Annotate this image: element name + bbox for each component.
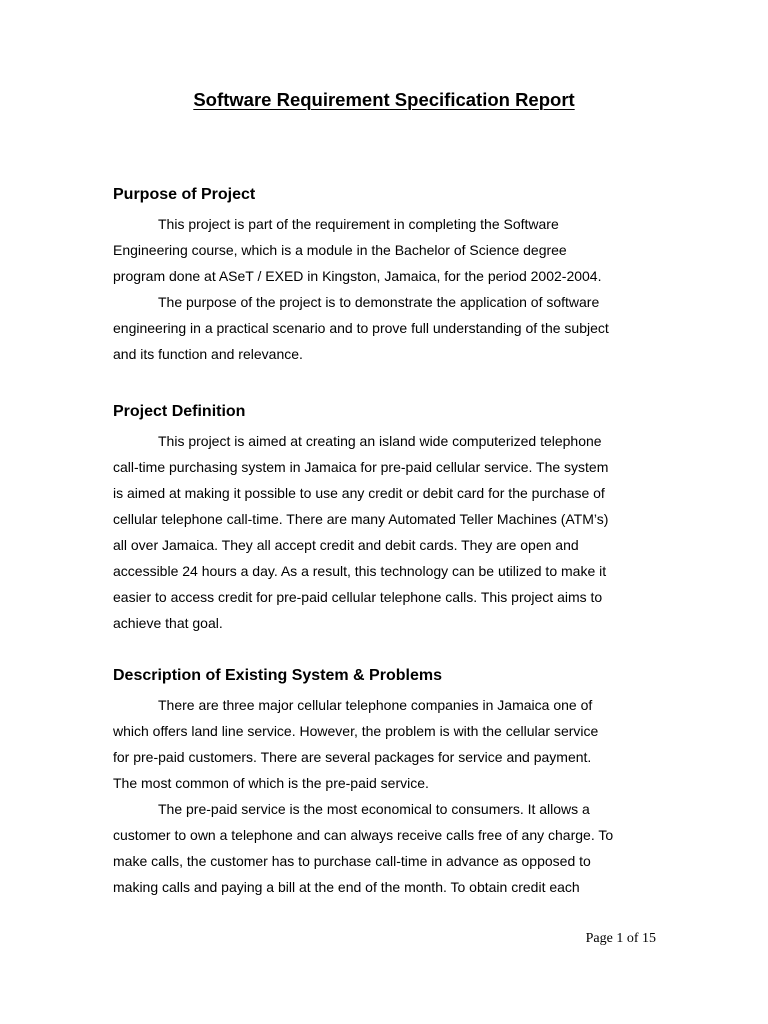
paragraph-line: The most common of which is the pre-paid service. xyxy=(113,775,429,791)
paragraph-line: for pre-paid customers. There are several packages for service and payment. xyxy=(113,749,592,765)
paragraph-line: is aimed at making it possible to use any credit or debit card for the purchase of xyxy=(113,485,605,501)
paragraph-line: easier to access credit for pre-paid cellular telephone calls. This project aims to xyxy=(113,589,603,605)
page-number: Page 1 of 15 xyxy=(585,931,656,946)
paragraph-line: There are three major cellular telephone companies in Jamaica one of xyxy=(158,697,593,713)
paragraph-line: and its function and relevance. xyxy=(113,346,303,362)
paragraph-line: The pre-paid service is the most economical to consumers. It allows a xyxy=(158,801,590,817)
paragraph-line: achieve that goal. xyxy=(113,615,223,631)
paragraph-line: This project is aimed at creating an island wide computerized telephone xyxy=(158,433,602,449)
section-heading-purpose: Purpose of Project xyxy=(113,186,256,203)
paragraph-line: customer to own a telephone and can always receive calls free of any charge. To xyxy=(113,827,614,843)
paragraph-line: The purpose of the project is to demonstrate the application of software xyxy=(158,294,600,310)
paragraph-line: which offers land line service. However, the problem is with the cellular service xyxy=(113,723,599,739)
paragraph-line: program done at ASeT / EXED in Kingston, Jamaica, for the period 2002-2004. xyxy=(113,268,602,284)
paragraph-line: Engineering course, which is a module in the Bachelor of Science degree xyxy=(113,242,567,258)
document-title: Software Requirement Specification Report xyxy=(193,89,575,110)
paragraph-line: call-time purchasing system in Jamaica for pre-paid cellular service. The system xyxy=(113,459,609,475)
paragraph-line: accessible 24 hours a day. As a result, this technology can be utilized to make it xyxy=(113,563,607,579)
paragraph-line: making calls and paying a bill at the end of the month. To obtain credit each xyxy=(113,879,580,895)
paragraph-line: make calls, the customer has to purchase call-time in advance as opposed to xyxy=(113,853,591,869)
section-heading-project-definition: Project Definition xyxy=(113,403,246,420)
section-heading-existing-system: Description of Existing System & Problems xyxy=(113,667,442,684)
paragraph-line: all over Jamaica. They all accept credit and debit cards. They are open and xyxy=(113,537,579,553)
paragraph-line: engineering in a practical scenario and to prove full understanding of the subject xyxy=(113,320,609,336)
paragraph-line: cellular telephone call-time. There are many Automated Teller Machines (ATM’s) xyxy=(113,511,609,527)
paragraph-line: This project is part of the requirement in completing the Software xyxy=(158,216,559,232)
